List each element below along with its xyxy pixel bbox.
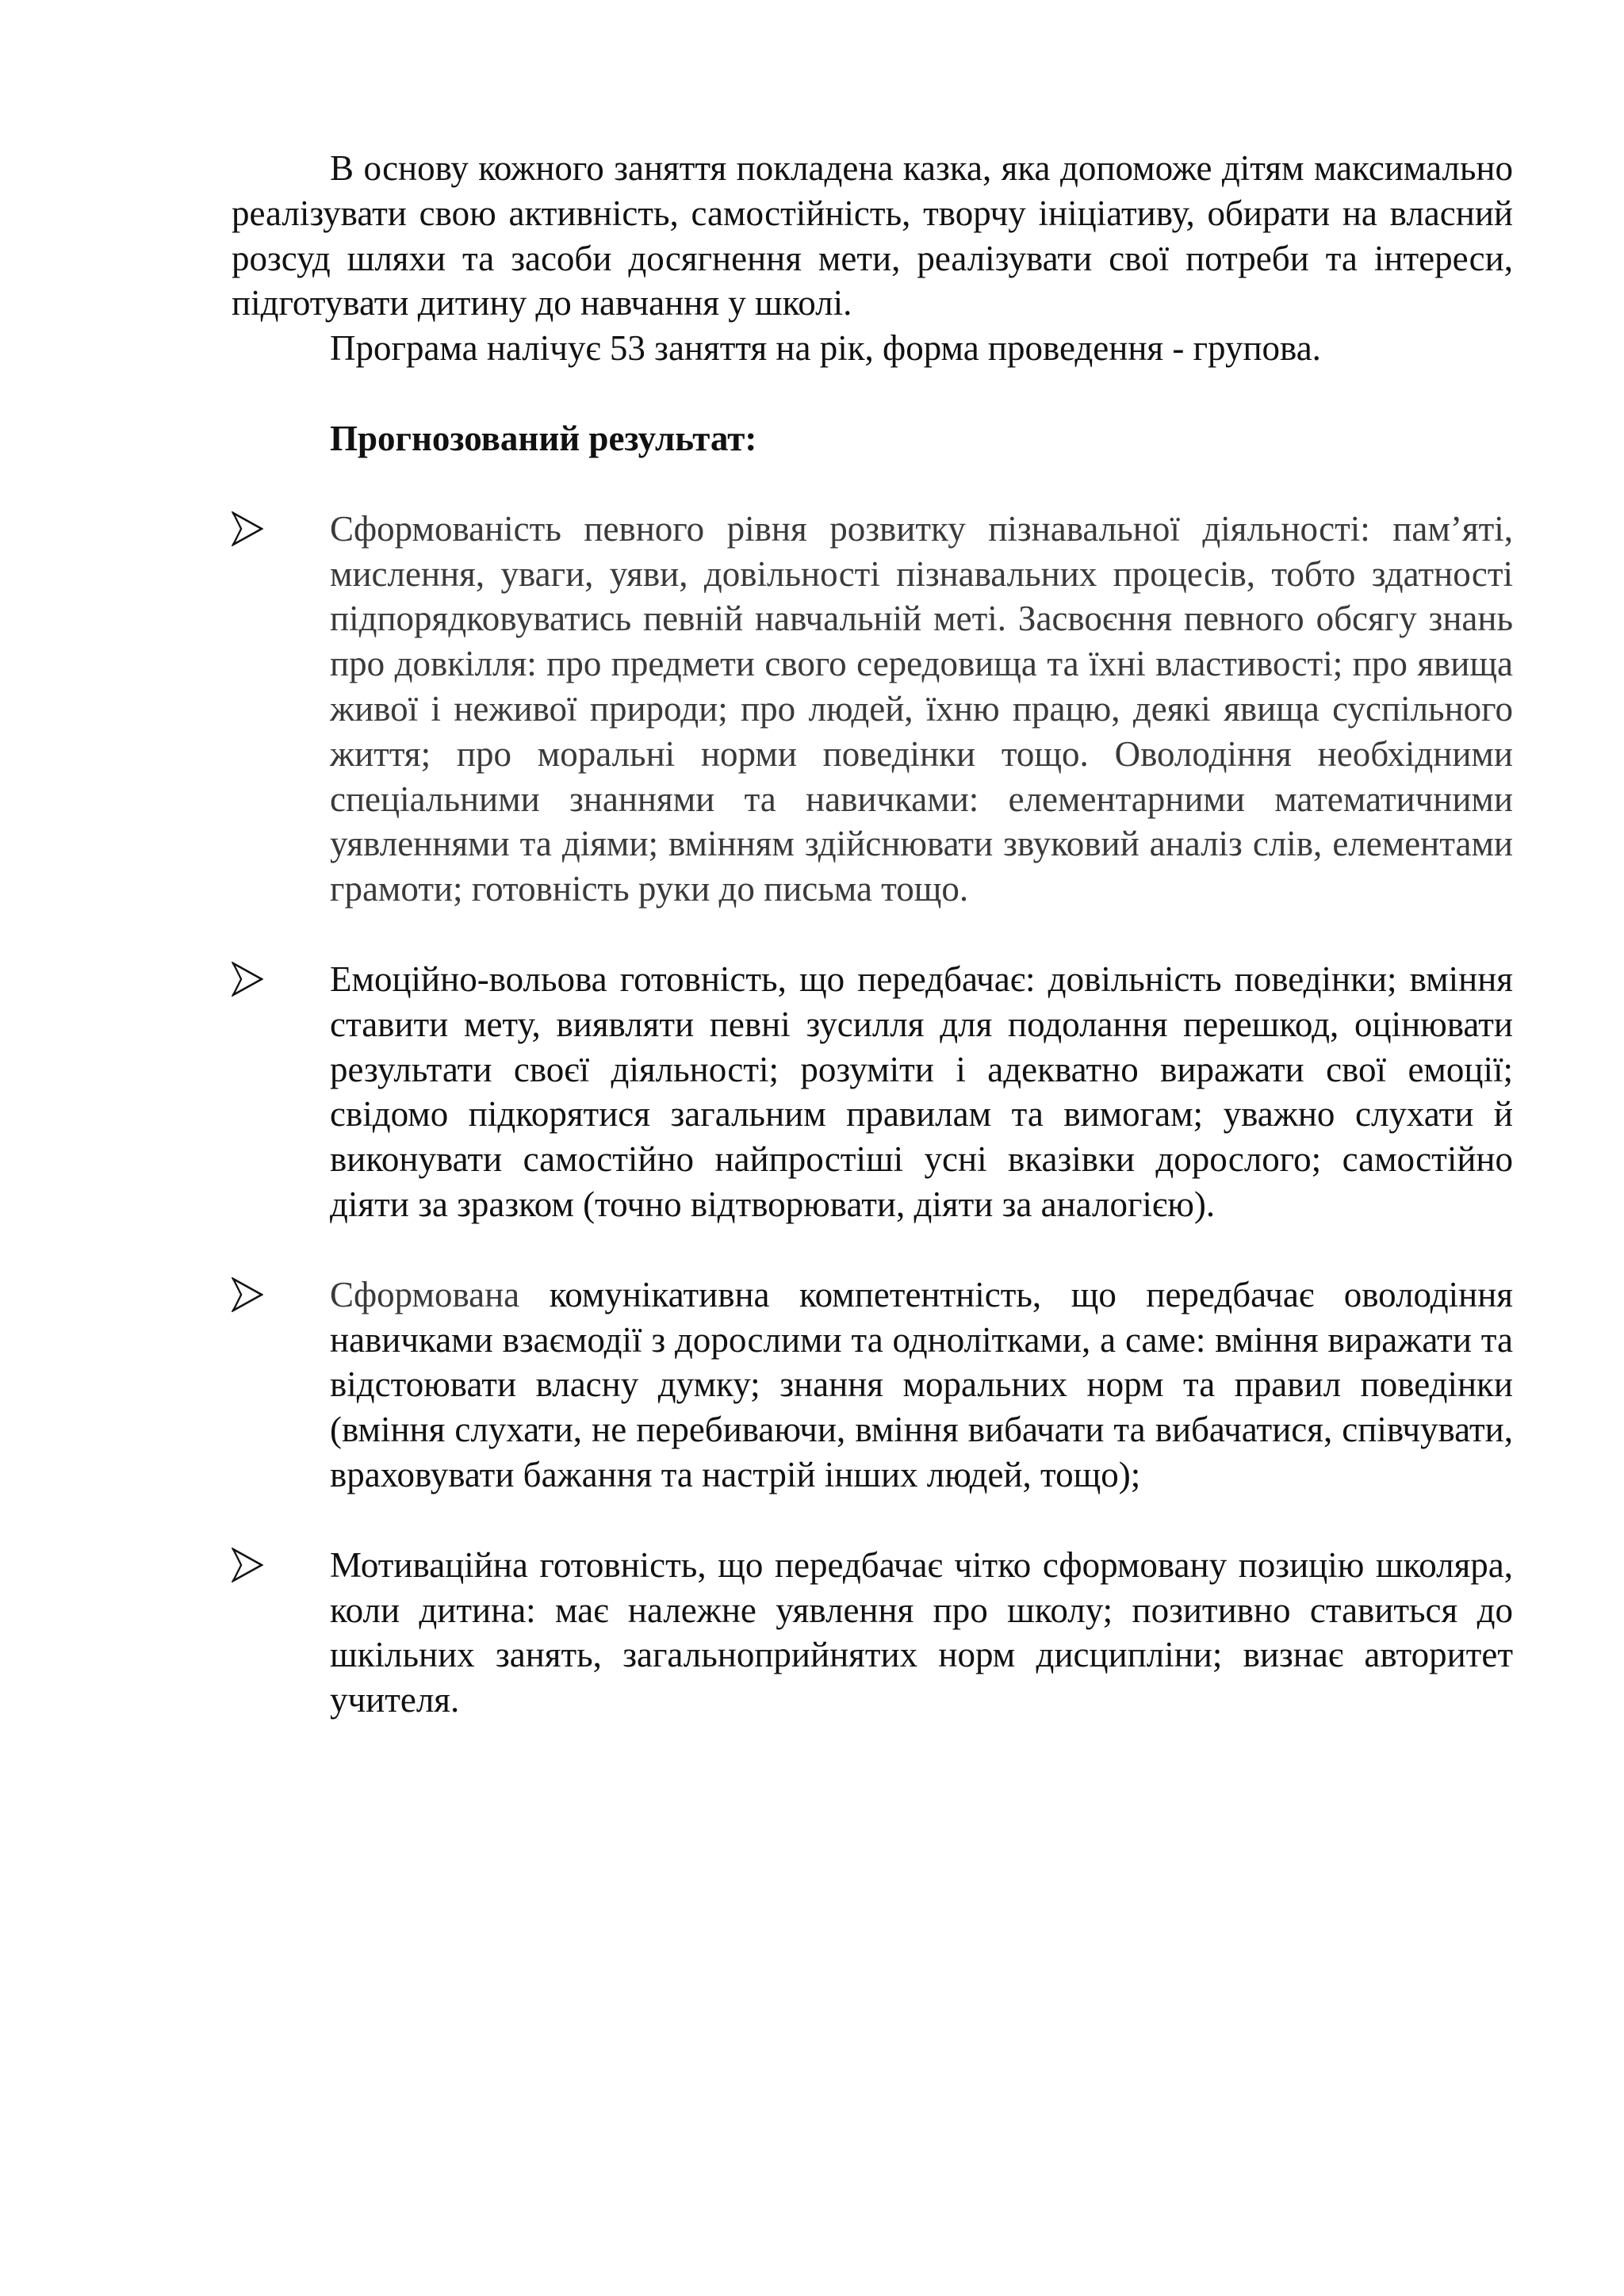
document-body <box>232 146 1513 1768</box>
list-item <box>232 957 1513 1227</box>
item-text: комунікативна компетентність, що передбачає оволодіння навичками взаємодії з дорослими та однолітками, а саме: вміння виражати та відстоювати власну думку; знання моральних норм та правил поведінки (вміння слухати, не перебиваючи, вміння вибачати та вибачатися, співчувати, враховувати бажання та настрій інших людей, тощо); <box>330 1274 1513 1494</box>
arrowhead-bullet-icon <box>232 1548 263 1582</box>
item-text: Сформованість певного рівня розвитку пізнавальної діяльності: пам’яті, мислення, уваги, уяви, довільності пізнавальних процесів, тобто здатності підпорядковуватись певній навчальній меті. Засвоєння певного обсягу знань про довкілля: про предмети свого середовища та їхні властивості; про явища живої і неживої природи; про людей, їхню працю, деякі явища суспільного життя; про моральні норми поведінки тощо. Оволодіння необхідними спеціальними знаннями та навичками: елементарними математичними уявленнями та діями; вмінням здійснювати звуковий аналіз слів, елементами грамоти; готовність руки до письма тощо. <box>330 508 1513 909</box>
results-list <box>232 507 1513 1723</box>
list-item <box>232 507 1513 912</box>
arrowhead-bullet-icon <box>232 1277 263 1312</box>
results-heading: Прогнозований результат: <box>330 418 757 458</box>
item-lead: Сформована <box>330 1274 550 1314</box>
item-text: Мотиваційна готовність, що передбачає чітко сформовану позицію школяра, коли дитина: має належне уявлення про школу; позитивно ставиться до шкільних занять, загальноприйнятих норм дисципліни; визнає авторитет учителя. <box>330 1544 1513 1720</box>
list-item <box>232 1272 1513 1498</box>
item-text: Емоційно-вольова готовність, що передбачає: довільність поведінки; вміння ставити мету, виявляти певні зусилля для подолання перешкод, оцінювати результати своєї діяльності; розуміти і адекватно виражати свої емоції; свідомо підкорятися загальним правилам та вимогам; уважно слухати й виконувати самостійно найпростіші усні вказівки дорослого; самостійно діяти за зразком (точно відтворювати, діяти за аналогією). <box>330 959 1513 1224</box>
arrowhead-bullet-icon <box>232 962 263 997</box>
list-item <box>232 1543 1513 1723</box>
arrowhead-bullet-icon <box>232 511 263 546</box>
intro-paragraph: В основу кожного заняття покладена казка, яка допоможе дітям максимально реалізувати свою активність, самостійність, творчу ініціативу, обирати на власний розсуд шляхи та засоби досягнення мети, реалізувати свої потреби та інтереси, підготувати дитину до навчання у школі. <box>232 148 1513 323</box>
program-paragraph: Програма налічує 53 заняття на рік, форма проведення - групова. <box>330 328 1321 369</box>
